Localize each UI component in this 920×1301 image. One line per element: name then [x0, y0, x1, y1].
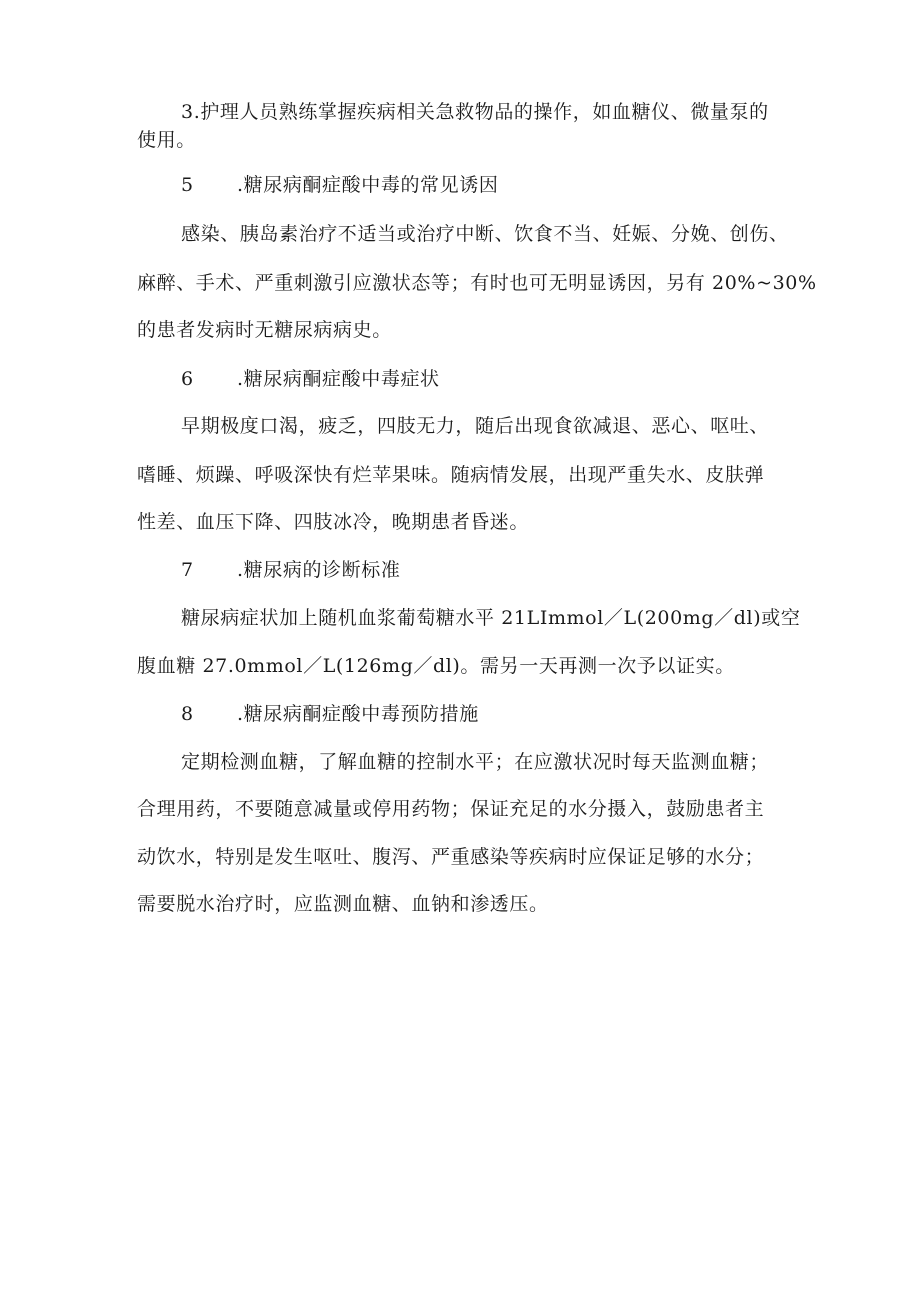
section-7-title: .糖尿病的诊断标准 — [237, 559, 401, 581]
section-5-heading — [181, 173, 498, 197]
section-7-paragraph-line-1: 糖尿病症状加上随机血浆葡萄糖水平 21LImmol／L(200mg／dl)或空 — [181, 607, 801, 629]
section-5-paragraph-line-2: 麻醉、手术、严重刺激引应激状态等；有时也可无明显诱因，另有 20%~30% — [137, 272, 817, 294]
section-7-heading — [181, 558, 400, 582]
section-5-title: .糖尿病酮症酸中毒的常见诱因 — [237, 174, 499, 196]
section-8-paragraph-line-3: 动饮水，特别是发生呕吐、腹泻、严重感染等疾病时应保证足够的水分； — [137, 846, 765, 868]
section-6-paragraph-line-3: 性差、血压下降、四肢冰冷，晚期患者昏迷。 — [137, 511, 530, 533]
item-3-line-2: 使用。 — [137, 129, 196, 151]
section-5-paragraph-line-1: 感染、胰岛素治疗不适当或治疗中断、饮食不当、妊娠、分娩、创伤、 — [181, 223, 789, 245]
section-6-heading — [181, 367, 440, 391]
item-3-line-1: 3.护理人员熟练掌握疾病相关急救物品的操作，如血糖仪、微量泵的 — [181, 101, 769, 123]
section-5-number: 5 — [181, 174, 194, 196]
section-6-title: .糖尿病酮症酸中毒症状 — [237, 368, 440, 390]
section-8-paragraph-line-2: 合理用药，不要随意减量或停用药物；保证充足的水分摄入，鼓励患者主 — [137, 798, 765, 820]
section-8-paragraph-line-1: 定期检测血糖，了解血糖的控制水平；在应激状况时每天监测血糖； — [181, 751, 770, 773]
section-6-paragraph-line-1: 早期极度口渴，疲乏，四肢无力，随后出现食欲减退、恶心、呕吐、 — [181, 415, 770, 437]
section-8-number: 8 — [181, 703, 194, 725]
section-6-number: 6 — [181, 368, 194, 390]
section-8-heading — [181, 702, 479, 726]
section-7-number: 7 — [181, 559, 194, 581]
section-7-paragraph-line-2: 腹血糖 27.0mmol／L(126mg／dl)。需另一天再测一次予以证实。 — [137, 655, 735, 677]
section-5-paragraph-line-3: 的患者发病时无糖尿病病史。 — [137, 319, 392, 341]
section-6-paragraph-line-2: 嗜睡、烦躁、呼吸深快有烂苹果味。随病情发展，出现严重失水、皮肤弹 — [137, 464, 765, 486]
section-8-paragraph-line-4: 需要脱水治疗时，应监测血糖、血钠和渗透压。 — [137, 893, 549, 915]
section-8-title: .糖尿病酮症酸中毒预防措施 — [237, 703, 479, 725]
